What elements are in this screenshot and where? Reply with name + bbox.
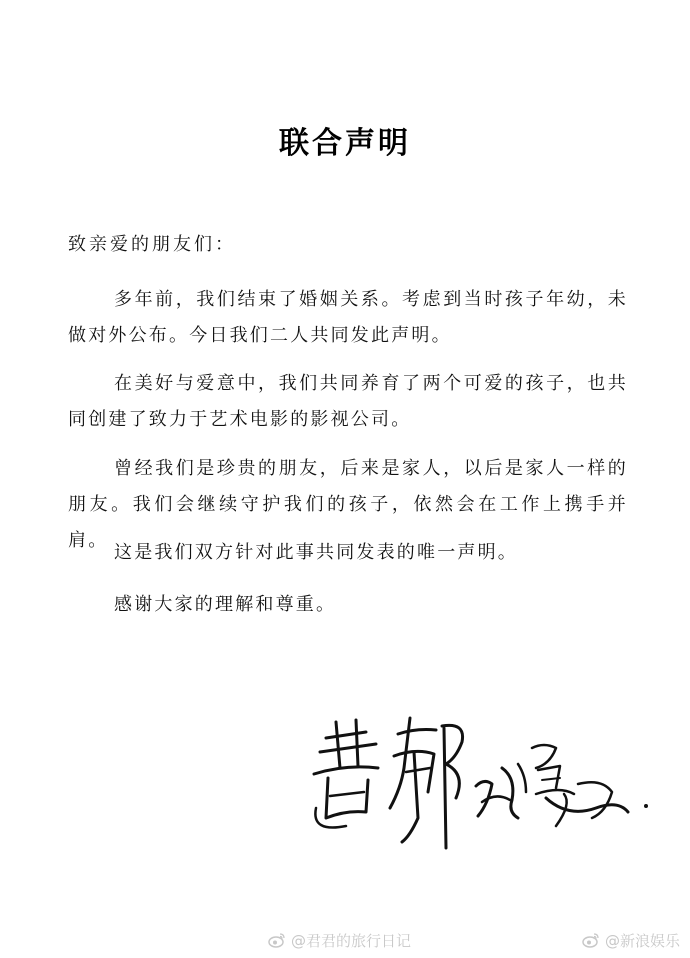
paragraph-1: 多年前，我们结束了婚姻关系。考虑到当时孩子年幼，未做对外公布。今日我们二人共同发此声明。 [68, 289, 628, 346]
watermark-right-text: @新浪娱乐 [605, 931, 681, 950]
weibo-icon [268, 932, 286, 948]
watermark-left-text: @君君的旅行日记 [291, 931, 412, 950]
watermark-left [268, 928, 411, 952]
weibo-icon [582, 932, 600, 948]
watermark-right [582, 928, 680, 952]
handwritten-signature [306, 708, 666, 858]
document-title: 联合声明 [279, 126, 411, 161]
paragraph-3: 曾经我们是珍贵的朋友，后来是家人，以后是家人一样的朋友。我们会继续守护我们的孩子，依然会在工作上携手并肩。 [68, 458, 628, 551]
salutation: 致亲爱的朋友们： [68, 234, 236, 255]
paragraph-5: 感谢大家的理解和尊重。 [114, 594, 337, 615]
paragraph-4: 这是我们双方针对此事共同发表的唯一声明。 [114, 542, 518, 563]
paragraph-2: 在美好与爱意中，我们共同养育了两个可爱的孩子，也共同创建了致力于艺术电影的影视公司。 [68, 373, 628, 430]
